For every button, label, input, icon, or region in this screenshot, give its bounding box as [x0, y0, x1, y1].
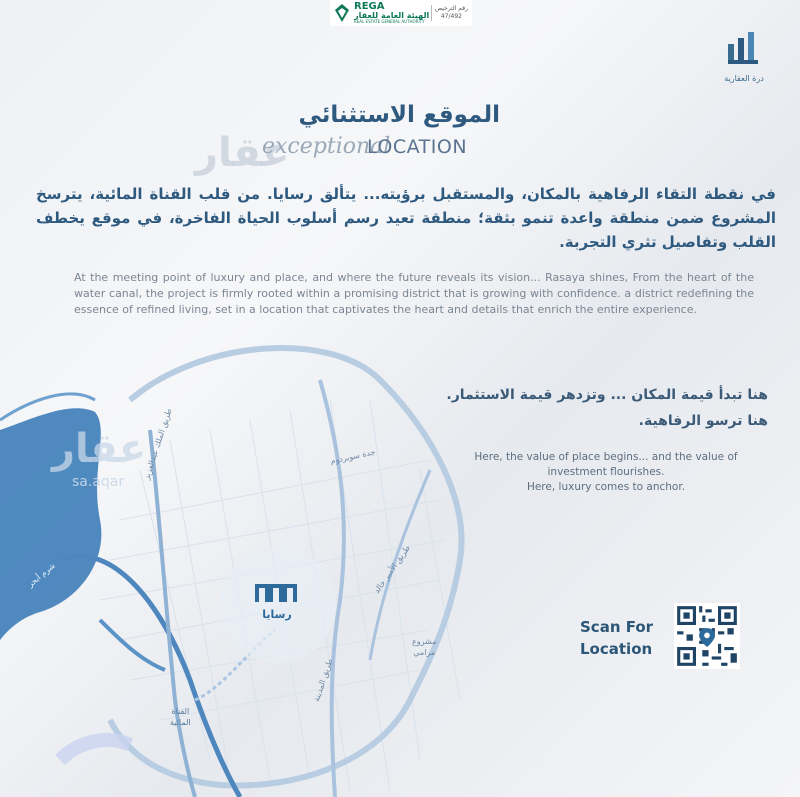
rega-emblem-icon: [333, 3, 351, 23]
map-label-madina-road: طريق المدينة: [312, 657, 335, 703]
scan-line2: Location: [580, 640, 653, 658]
map-label-king-abdulaziz: طريق الملك عبدالعزيز: [142, 407, 174, 481]
intro-english: At the meeting point of luxury and place, and where the future reveals its vision... Rasaya shines, From the heart of the water canal, the project is firmly rooted within a promising district that is growing with confidence. a district redefining the essence of refined living, set in a location that captivates the heart and details that enrich the entire experience.: [74, 271, 754, 316]
title-english: LOCATION: [367, 136, 468, 158]
location-qr-code[interactable]: [674, 603, 740, 669]
brand-caption: درة العقارية: [724, 74, 764, 83]
map-label-marami: [412, 636, 436, 658]
rega-name-en: REAL ESTATE GENERAL AUTHORITY: [354, 19, 425, 24]
license-box: [431, 5, 468, 21]
value-arabic-line1: هنا تبدأ قيمة المكان ... وتزدهر قيمة الاستثمار.: [446, 387, 768, 403]
rega-mark: REGA: [354, 1, 385, 12]
license-number: 47/492: [440, 13, 462, 20]
watermark-url: sa.aqar: [72, 474, 125, 490]
rasaya-word: رسايا: [262, 608, 292, 621]
map-label-obhur: شرم أبحر: [26, 561, 57, 589]
rasaya-project-marker: [252, 582, 302, 621]
map-label-superdome: جدة سوبردوم: [329, 447, 377, 466]
brand-logo: [712, 30, 776, 94]
license-label: رقم الترخيص: [434, 5, 468, 13]
map-label-project-line1: مشروع: [412, 637, 437, 646]
scan-for-location: [580, 616, 660, 660]
value-english: [444, 450, 768, 495]
map-label-prince-khaled: طريق الأمير خالد: [372, 543, 412, 596]
rega-license-badge: [330, 0, 472, 26]
rega-name-ar: الهيئة العامة للعقار: [354, 11, 430, 20]
scan-line1: Scan For: [580, 618, 654, 636]
value-english-line1: Here, the value of place begins... and the value of investment flourishes.: [474, 451, 738, 478]
map-label-water-canal: [170, 706, 191, 728]
map-label-canal-line2: المائية: [170, 718, 191, 727]
value-english-line2: Here, luxury comes to anchor.: [526, 481, 686, 493]
watermark-text: عقار: [195, 130, 290, 176]
map-label-project-line2: مرامي: [413, 648, 436, 657]
title-arabic: الموقع الاستثنائي: [298, 102, 500, 128]
value-arabic: [428, 382, 768, 434]
value-arabic-line2: هنا ترسو الرفاهية.: [638, 413, 768, 429]
intro-arabic: في نقطة التقاء الرفاهية بالمكان، والمستقبل برؤيته... يتألق رسايا. من قلب القناة المائية، يترسخ المشروع ضمن منطقة واعدة تنمو بثقة؛ منطقة تعيد رسم أسلوب الحياة الفاخرة، في موقع يخطف القلب وتفاصيل تثري التجربة.: [36, 185, 776, 251]
map-label-canal-line1: القناة: [171, 707, 190, 716]
title-script: exceptional: [262, 134, 391, 159]
watermark-text: عقار: [52, 426, 147, 472]
durra-logo-icon: [724, 30, 764, 70]
rasaya-logo-icon: [255, 582, 299, 604]
